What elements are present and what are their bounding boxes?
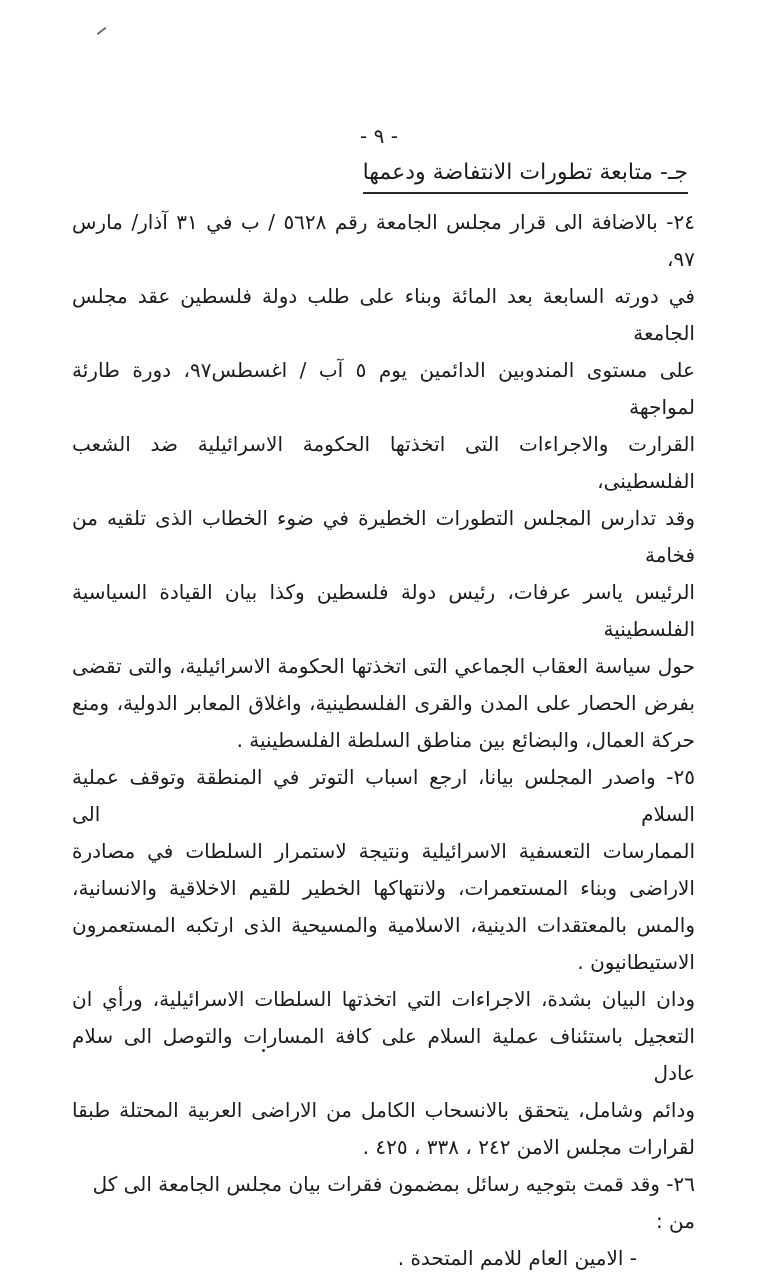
text-line: الاراضى وبناء المستعمرات، ولانتهاكها الخطير للقيم الاخلاقية والانسانية، [72,876,695,900]
text-line: ودان البيان بشدة، الاجراءات التي اتخذتها السلطات الاسرائيلية، ورأي ان [72,987,695,1011]
text-line: الممارسات التعسفية الاسرائيلية ونتيجة لاستمرار السلطات في مصادرة [72,839,695,863]
list-item: - الامين العام للامم المتحدة . [397,1246,637,1270]
text-line: حركة العمال، والبضائع بين مناطق السلطة الفلسطينية . [236,728,695,752]
scan-artifact [97,27,107,35]
text-line: القرارت والاجراءات التى اتخذتها الحكومة الاسرائيلية ضد الشعب الفلسطينى، [72,432,695,493]
text-line: حول سياسة العقاب الجماعي التى اتخذتها الحكومة الاسرائيلية، والتى تقضى [72,654,695,678]
paragraph-25-statement [72,981,695,1166]
paragraph-26 [72,1166,695,1277]
text-line: ٢٤- بالاضافة الى قرار مجلس الجامعة رقم ٥٦٢٨ / ب في ٣١ آذار/ مارس ٩٧، [72,210,695,271]
section-heading: جـ- متابعة تطورات الانتفاضة ودعمها [363,160,688,194]
page-number: - ٩ - [360,124,398,148]
text-line: ٢٥- واصدر المجلس بيانا، ارجع اسباب التوتر في المنطقة وتوقف عملية السلام الى [72,765,695,826]
text-line: في دورته السابعة بعد المائة وبناء على طلب دولة فلسطين عقد مجلس الجامعة [72,284,695,345]
text-line: ٢٦- وقد قمت بتوجيه رسائل بمضمون فقرات بيان مجلس الجامعة الى كل من : [92,1172,695,1233]
text-line: التعجيل باستئناف عملية السلام على كافة المسارات والتوصل الى سلام عادل [72,1024,695,1085]
text-line: الرئيس ياسر عرفات، رئيس دولة فلسطين وكذا بيان القيادة السياسية الفلسطينية [72,580,695,641]
text-line: والمس بالمعتقدات الدينية، الاسلامية والمسيحية الذى ارتكبه المستعمرون [72,913,695,937]
text-line: ودائم وشامل، يتحقق بالانسحاب الكامل من الاراضى العربية المحتلة طبقا [72,1098,695,1122]
text-line: على مستوى المندوبين الدائمين يوم ٥ آب / اغسطس٩٧، دورة طارئة لمواجهة [72,358,695,419]
text-line: لقرارات مجلس الامن ٢٤٢ ، ٣٣٨ ، ٤٢٥ . [362,1135,695,1159]
document-body [72,204,695,1277]
text-line: الاستيطانيون . [577,950,695,974]
scan-artifact [262,1049,265,1052]
paragraph-24 [72,204,695,759]
text-line: وقد تدارس المجلس التطورات الخطيرة في ضوء الخطاب الذى تلقيه من فخامة [72,506,695,567]
text-line: بفرض الحصار على المدن والقرى الفلسطينية، واغلاق المعابر الدولية، ومنع [72,691,695,715]
paragraph-25 [72,759,695,981]
